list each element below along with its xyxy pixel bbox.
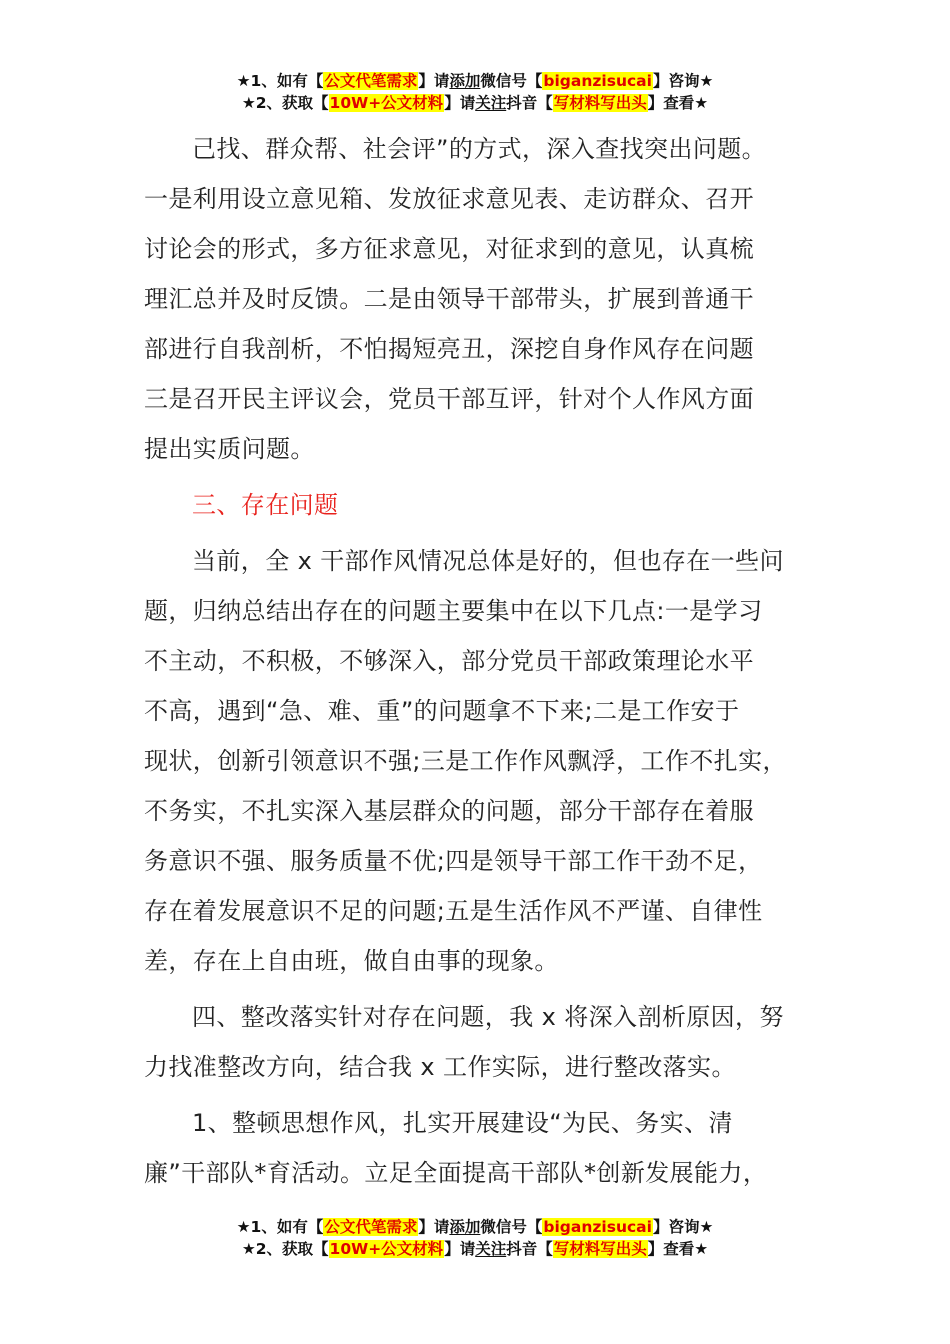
- banner-line-1: [0, 1216, 950, 1238]
- banner-text: 2、获取【: [255, 94, 329, 112]
- banner-text: 】咨询: [652, 72, 700, 90]
- underlined-text: 添加: [449, 1218, 481, 1236]
- banner-text: 】请: [444, 1240, 476, 1258]
- banner-line-2: [0, 1238, 950, 1260]
- banner-text: 1、如有【: [250, 1218, 324, 1236]
- footer-banner: [0, 1216, 950, 1260]
- paragraph-line: 务意识不强、服务质量不优;四是领导干部工作干劲不足，: [144, 847, 763, 875]
- banner-text: 】查看: [647, 94, 695, 112]
- highlight-text: 写材料写出头: [553, 1240, 647, 1258]
- star-icon: ★: [241, 94, 256, 112]
- section-heading: 三、存在问题: [192, 491, 339, 519]
- paragraph-line: 当前，全 x 干部作风情况总体是好的，但也存在一些问: [192, 547, 784, 575]
- header-banner: [0, 70, 950, 114]
- star-icon: ★: [694, 94, 709, 112]
- highlight-text: 10W+公文材料: [329, 1240, 444, 1258]
- paragraph-line: 一是利用设立意见箱、发放征求意见表、走访群众、召开: [144, 185, 754, 213]
- paragraph-line: 提出实质问题。: [144, 435, 315, 463]
- paragraph-line: 部进行自我剖析，不怕揭短亮丑，深挖自身作风存在问题: [144, 335, 754, 363]
- paragraph-line: 己找、群众帮、社会评”的方式，深入查找突出问题。: [192, 135, 767, 163]
- highlight-text: biganzisucai: [543, 72, 652, 90]
- banner-text: 微信号【: [480, 72, 543, 90]
- paragraph-line: 差，存在上自由班，做自由事的现象。: [144, 947, 559, 975]
- underlined-text: 关注: [475, 94, 507, 112]
- star-icon: ★: [699, 1218, 714, 1236]
- paragraph-line: 讨论会的形式，多方征求意见，对征求到的意见，认真梳: [144, 235, 754, 263]
- paragraph-line: 不高，遇到“急、难、重”的问题拿不下来;二是工作安于: [144, 697, 740, 725]
- banner-text: 2、获取【: [255, 1240, 329, 1258]
- underlined-text: 添加: [449, 72, 481, 90]
- banner-line-1: [0, 70, 950, 92]
- highlight-text: 公文代笔需求: [324, 1218, 418, 1236]
- banner-text: 抖音【: [506, 1240, 553, 1258]
- paragraph-line: 存在着发展意识不足的问题;五是生活作风不严谨、自律性: [144, 897, 763, 925]
- banner-text: 1、如有【: [250, 72, 324, 90]
- paragraph-line: 不务实，不扎实深入基层群众的问题，部分干部存在着服: [144, 797, 754, 825]
- paragraph-line: 1、整顿思想作风，扎实开展建设“为民、务实、清: [192, 1109, 733, 1137]
- paragraph-line: 力找准整改方向，结合我 x 工作实际，进行整改落实。: [144, 1053, 736, 1081]
- banner-text: 】查看: [647, 1240, 695, 1258]
- banner-text: 】咨询: [652, 1218, 700, 1236]
- star-icon: ★: [694, 1240, 709, 1258]
- paragraph-line: 题，归纳总结出存在的问题主要集中在以下几点:一是学习: [144, 597, 763, 625]
- paragraph-line: 理汇总并及时反馈。二是由领导干部带头，扩展到普通干: [144, 285, 754, 313]
- underlined-text: 关注: [475, 1240, 507, 1258]
- banner-text: 】请: [418, 1218, 450, 1236]
- banner-text: 】请: [444, 94, 476, 112]
- star-icon: ★: [236, 72, 251, 90]
- highlight-text: 写材料写出头: [553, 94, 647, 112]
- paragraph-line: 三是召开民主评议会，党员干部互评，针对个人作风方面: [144, 385, 754, 413]
- highlight-text: 公文代笔需求: [324, 72, 418, 90]
- star-icon: ★: [241, 1240, 256, 1258]
- highlight-text: biganzisucai: [543, 1218, 652, 1236]
- document-body: [144, 124, 824, 1198]
- star-icon: ★: [236, 1218, 251, 1236]
- banner-text: 抖音【: [506, 94, 553, 112]
- paragraph-line: 现状，创新引领意识不强;三是工作作风飘浮，工作不扎实，: [144, 747, 787, 775]
- paragraph-line: 廉”干部队*育活动。立足全面提高干部队*创新发展能力，: [144, 1159, 768, 1187]
- banner-text: 微信号【: [480, 1218, 543, 1236]
- banner-text: 】请: [418, 72, 450, 90]
- paragraph-line: 不主动，不积极，不够深入，部分党员干部政策理论水平: [144, 647, 754, 675]
- paragraph-line: 四、整改落实针对存在问题，我 x 将深入剖析原因，努: [192, 1003, 784, 1031]
- highlight-text: 10W+公文材料: [329, 94, 444, 112]
- banner-line-2: [0, 92, 950, 114]
- star-icon: ★: [699, 72, 714, 90]
